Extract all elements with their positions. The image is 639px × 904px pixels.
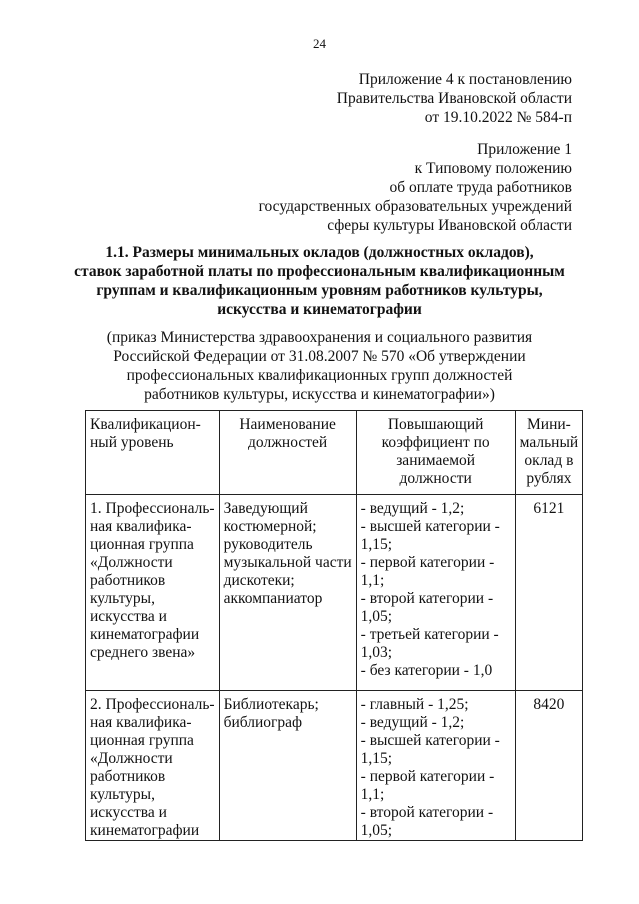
order-reference-line: (приказ Министерства здравоохранения и социального развития (106, 329, 533, 346)
header-line: должности (399, 470, 472, 487)
appendix-main-line: Приложение 4 к постановлению (358, 71, 572, 88)
section-title (60, 243, 579, 319)
table-row (86, 691, 583, 841)
appendix-main-header (337, 70, 572, 127)
table-header-row (86, 411, 583, 495)
cell-line: - первой категории - (360, 554, 495, 571)
header-min-salary (515, 411, 583, 495)
appendix-sub-line: об оплате труда работников (389, 179, 572, 196)
cell-line: ная квалифика- (90, 518, 192, 535)
cell-line: библиограф (223, 714, 303, 731)
order-reference (60, 328, 579, 404)
cell-line: культуры, (90, 590, 155, 607)
header-line: Мини- (527, 416, 571, 433)
header-line: Квалификацион- (90, 416, 201, 433)
cell-line: 1,05; (360, 822, 393, 839)
cell-line: «Должности (90, 554, 173, 571)
header-line: ный уровень (90, 434, 174, 451)
coefficients-cell (356, 691, 515, 841)
cell-line: среднего звена» (90, 644, 196, 661)
header-line: рублях (526, 470, 572, 487)
cell-line: - второй категории - (360, 590, 494, 607)
cell-line: искусства и (90, 804, 167, 821)
positions-cell (219, 495, 356, 691)
cell-line: 1,1; (360, 786, 385, 803)
cell-line: - без категории - 1,0 (360, 662, 493, 679)
table-row (86, 495, 583, 691)
header-line: коэффициент по (381, 434, 490, 451)
cell-line: 2. Профессиональ- (90, 696, 215, 713)
header-position-names (219, 411, 356, 495)
cell-line: ционная группа (90, 536, 194, 553)
cell-line: ционная группа (90, 732, 194, 749)
cell-line: - первой категории - (360, 768, 495, 785)
cell-line: руководитель (223, 536, 313, 553)
page-number: 24 (313, 36, 326, 51)
cell-line: культуры, (90, 786, 155, 803)
cell-line: 1,15; (360, 536, 393, 553)
appendix-main-line: от 19.10.2022 № 584-п (424, 109, 572, 126)
cell-line: - третьей категории - (360, 626, 499, 643)
order-reference-line: Российской Федерации от 31.08.2007 № 570 «Об утверждении (113, 348, 526, 365)
cell-line: - ведущий - 1,2; (360, 500, 465, 517)
qualification-group-cell (86, 691, 220, 841)
cell-line: искусства и (90, 608, 167, 625)
cell-line: работников (90, 572, 166, 589)
cell-line: музыкальной части (223, 554, 352, 571)
cell-line: Заведующий (223, 500, 308, 517)
section-title-line: ставок заработной платы по профессиональным квалификационным (74, 263, 565, 280)
header-line: мальный (519, 434, 579, 451)
coefficients-cell (356, 495, 515, 691)
qualification-group-cell (86, 495, 220, 691)
cell-line: - ведущий - 1,2; (360, 714, 465, 731)
cell-line: 1,1; (360, 572, 385, 589)
cell-line: 1,03; (360, 644, 393, 661)
cell-line: Библиотекарь; (223, 696, 319, 713)
section-title-line: 1.1. Размеры минимальных окладов (должностных окладов), (105, 244, 534, 261)
header-qualification-level (86, 411, 220, 495)
cell-line: аккомпаниатор (223, 590, 323, 607)
salary-cell: 8420 (515, 691, 583, 841)
cell-line: ная квалифика- (90, 714, 192, 731)
cell-line: дискотеки; (223, 572, 295, 589)
header-line: Наименование (239, 416, 336, 433)
order-reference-line: работников культуры, искусства и кинематографии») (144, 386, 495, 403)
header-line: Повышающий (387, 416, 484, 433)
appendix-main-line: Правительства Ивановской области (336, 90, 572, 107)
order-reference-line: профессиональных квалификационных групп должностей (126, 367, 513, 384)
cell-line: - высшей категории - (360, 732, 500, 749)
cell-line: 1,05; (360, 608, 393, 625)
section-title-line: искусства и кинематографии (217, 301, 422, 318)
cell-line: работников (90, 768, 166, 785)
salary-cell: 6121 (515, 495, 583, 691)
cell-line: кинематографии (90, 626, 200, 643)
appendix-sub-header (259, 140, 572, 235)
header-coefficient (356, 411, 515, 495)
header-line: оклад в (524, 452, 574, 469)
cell-line: костюмерной; (223, 518, 317, 535)
cell-line: «Должности (90, 750, 173, 767)
appendix-sub-line: Приложение 1 (477, 141, 572, 158)
appendix-sub-line: государственных образовательных учреждений (258, 198, 572, 215)
cell-line: 1. Профессиональ- (90, 500, 215, 517)
header-line: занимаемой (396, 452, 476, 469)
positions-cell (219, 691, 356, 841)
section-title-line: группам и квалификационным уровням работников культуры, (96, 282, 543, 299)
appendix-sub-line: сферы культуры Ивановской области (327, 217, 572, 234)
header-line: должностей (248, 434, 328, 451)
appendix-sub-line: к Типовому положению (414, 160, 572, 177)
cell-line: кинематографии (90, 822, 200, 839)
cell-line: - высшей категории - (360, 518, 500, 535)
cell-line: - главный - 1,25; (360, 696, 469, 713)
salary-table (85, 410, 583, 841)
cell-line: - второй категории - (360, 804, 494, 821)
cell-line: 1,15; (360, 750, 393, 767)
